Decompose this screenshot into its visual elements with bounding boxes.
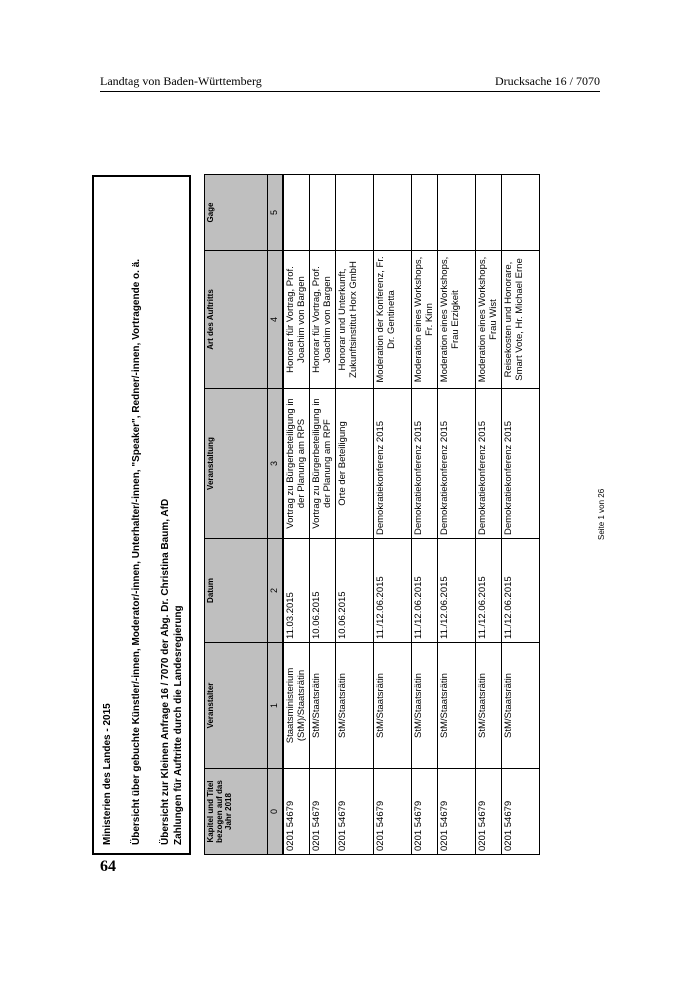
column-number: 2	[268, 539, 284, 643]
running-header-left: Landtag von Baden-Württemberg	[100, 74, 262, 88]
cell-veranstaltung: Orte der Beteiligung	[335, 389, 373, 539]
cell-kapitel: 0201 54679	[283, 769, 309, 855]
cell-veranstalter: StM/Staatsrätin	[475, 643, 501, 769]
cell-veranstalter: StM/Staatsrätin	[437, 643, 475, 769]
cell-gage	[475, 175, 501, 251]
cell-veranstaltung: Vortrag zu Bürgerbeteiligung in der Planung am RPF	[309, 389, 335, 539]
cell-gage	[283, 175, 309, 251]
cell-datum: 11./12.06.2015	[475, 539, 501, 643]
cell-gage	[501, 175, 539, 251]
cell-kapitel: 0201 54679	[411, 769, 437, 855]
table-row	[309, 175, 335, 855]
cell-veranstaltung: Demokratiekonferenz 2015	[475, 389, 501, 539]
header-datum: Datum	[205, 539, 268, 643]
column-number: 0	[268, 769, 284, 855]
cell-art: Reisekosten und Honorare, Smart Vote, Hr. Michael Erne	[501, 251, 539, 389]
cell-kapitel: 0201 54679	[501, 769, 539, 855]
cell-kapitel: 0201 54679	[309, 769, 335, 855]
cell-datum: 11./12.06.2015	[411, 539, 437, 643]
table-row	[283, 175, 309, 855]
rotated-landscape-page	[92, 175, 612, 855]
table-row	[475, 175, 501, 855]
table-row	[501, 175, 539, 855]
table-row	[437, 175, 475, 855]
header-veranstaltung: Veranstaltung	[205, 389, 268, 539]
cell-datum: 11./12.06.2015	[373, 539, 411, 643]
cell-datum: 10.06.2015	[309, 539, 335, 643]
cell-veranstalter: StM/Staatsrätin	[309, 643, 335, 769]
cell-datum: 11./12.06.2015	[437, 539, 475, 643]
cell-gage	[335, 175, 373, 251]
cell-gage	[309, 175, 335, 251]
cell-veranstaltung: Demokratiekonferenz 2015	[501, 389, 539, 539]
cell-art: Moderation der Konferenz, Fr. Dr. Gentinetta	[373, 251, 411, 389]
column-number: 5	[268, 175, 284, 251]
running-header-right: Drucksache 16 / 7070	[495, 74, 600, 88]
cell-kapitel: 0201 54679	[475, 769, 501, 855]
cell-veranstalter: StM/Staatsrätin	[411, 643, 437, 769]
header-rule	[100, 91, 600, 92]
cell-veranstaltung: Vortrag zu Bürgerbeteiligung in der Planung am RPS	[283, 389, 309, 539]
header-art: Art des Auftritts	[205, 251, 268, 389]
cell-veranstaltung: Demokratiekonferenz 2015	[373, 389, 411, 539]
cell-datum: 10.06.2015	[335, 539, 373, 643]
column-number: 4	[268, 251, 284, 389]
table-row	[411, 175, 437, 855]
payments-caption: Zahlungen für Auftritte durch die Landesregierung	[173, 605, 184, 845]
cell-veranstalter: StM/Staatsrätin	[335, 643, 373, 769]
title-box	[92, 175, 191, 855]
cell-art: Moderation eines Workshops, Fr. Kinn	[411, 251, 437, 389]
cell-art: Honorar für Vortrag, Prof. Joachim von Bargen	[309, 251, 335, 389]
cell-kapitel: 0201 54679	[373, 769, 411, 855]
overview-subtitle: Übersicht über gebuchte Künstler/-innen, Moderator/-innen, Unterhalter/-innen, "Speaker", Redner/-innen, Vortragende o. ä.	[131, 258, 142, 845]
cell-gage	[411, 175, 437, 251]
cell-kapitel: 0201 54679	[335, 769, 373, 855]
header-gage: Gage	[205, 175, 268, 251]
table-row	[373, 175, 411, 855]
cell-gage	[437, 175, 475, 251]
cell-gage	[373, 175, 411, 251]
header-veranstalter: Veranstalter	[205, 643, 268, 769]
inquiry-reference: Übersicht zur Kleinen Anfrage 16 / 7070 der Abg. Dr. Christina Baum, AfD	[160, 498, 171, 845]
cell-veranstaltung: Demokratiekonferenz 2015	[437, 389, 475, 539]
cell-art: Honorar für Vortrag, Prof. Joachim von Bargen	[283, 251, 309, 389]
payments-table	[204, 174, 540, 855]
cell-kapitel: 0201 54679	[437, 769, 475, 855]
ministry-title: Ministerien des Landes - 2015	[102, 703, 113, 845]
column-number: 1	[268, 643, 284, 769]
cell-veranstalter: StM/Staatsrätin	[501, 643, 539, 769]
cell-datum: 11./12.06.2015	[501, 539, 539, 643]
column-number: 3	[268, 389, 284, 539]
table-row	[335, 175, 373, 855]
cell-art: Moderation eines Workshops, Frau Wist	[475, 251, 501, 389]
cell-art: Moderation eines Workshops, Frau Erzigkeit	[437, 251, 475, 389]
cell-art: Honorar und Unterkunft, Zukunftsinstitut Horx GmbH	[335, 251, 373, 389]
cell-datum: 11.03.2015	[283, 539, 309, 643]
page-number: 64	[100, 858, 116, 875]
cell-veranstalter: Staatsministerium (StM)/Staatsrätin	[283, 643, 309, 769]
page-footer: Seite 1 von 26	[597, 488, 606, 540]
header-kapitel: Kapitel und Titel bezogen auf das Jahr 2018	[205, 769, 268, 855]
cell-veranstalter: StM/Staatsrätin	[373, 643, 411, 769]
cell-veranstaltung: Demokratiekonferenz 2015	[411, 389, 437, 539]
